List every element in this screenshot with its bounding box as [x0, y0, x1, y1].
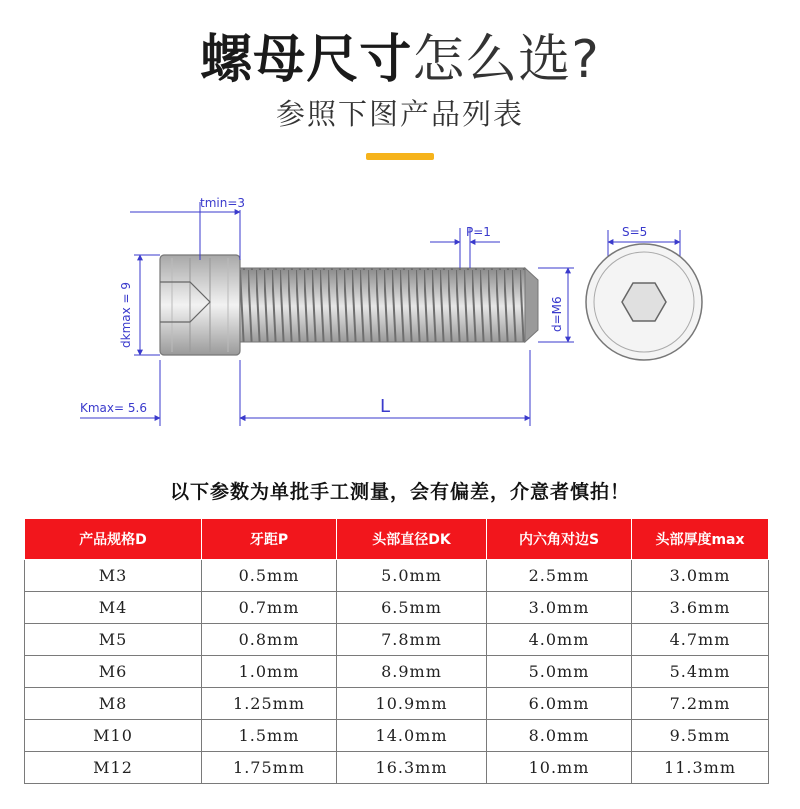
screw-end-view: [586, 244, 702, 360]
cell-pitch: 1.0mm: [202, 656, 337, 688]
table-row: [25, 720, 769, 752]
table-row: [25, 752, 769, 784]
title-light: 怎么选?: [412, 30, 600, 90]
screw-head: [160, 255, 240, 355]
cell-head-diameter: 10.9mm: [337, 688, 487, 720]
table-header-row: [25, 519, 769, 560]
cell-size: M10: [25, 720, 202, 752]
head-diameter-label: dkmax = 9: [119, 281, 133, 348]
cell-pitch: 1.75mm: [202, 752, 337, 784]
cell-size: M8: [25, 688, 202, 720]
cell-head-diameter: 5.0mm: [337, 560, 487, 592]
header-head-diameter: 头部直径DK: [337, 519, 487, 560]
cell-head-thickness: 7.2mm: [632, 688, 769, 720]
cell-head-diameter: 14.0mm: [337, 720, 487, 752]
hex-size-label: S=5: [622, 225, 648, 239]
cell-head-thickness: 9.5mm: [632, 720, 769, 752]
cell-pitch: 0.5mm: [202, 560, 337, 592]
cell-head-thickness: 3.6mm: [632, 592, 769, 624]
table-row: [25, 592, 769, 624]
table-row: [25, 688, 769, 720]
page-title: [0, 28, 800, 92]
measurement-note: 以下参数为单批手工测量，会有偏差，介意者慎拍！: [169, 481, 630, 503]
cell-hex-size: 4.0mm: [487, 624, 632, 656]
cell-hex-size: 6.0mm: [487, 688, 632, 720]
cell-size: M3: [25, 560, 202, 592]
cell-hex-size: 10.mm: [487, 752, 632, 784]
header-pitch: 牙距P: [202, 519, 337, 560]
cell-pitch: 0.7mm: [202, 592, 337, 624]
cell-hex-size: 8.0mm: [487, 720, 632, 752]
screw-diagram: [0, 190, 800, 430]
header-size: 产品规格D: [25, 519, 202, 560]
cell-size: M6: [25, 656, 202, 688]
cell-size: M5: [25, 624, 202, 656]
cell-hex-size: 2.5mm: [487, 560, 632, 592]
cell-head-thickness: 3.0mm: [632, 560, 769, 592]
cell-hex-size: 5.0mm: [487, 656, 632, 688]
cell-head-diameter: 16.3mm: [337, 752, 487, 784]
cell-head-diameter: 6.5mm: [337, 592, 487, 624]
header-head-thickness: 头部厚度max: [632, 519, 769, 560]
cell-size: M12: [25, 752, 202, 784]
cell-head-diameter: 7.8mm: [337, 624, 487, 656]
table-row: [25, 656, 769, 688]
cell-head-diameter: 8.9mm: [337, 656, 487, 688]
table-row: [25, 560, 769, 592]
cell-size: M4: [25, 592, 202, 624]
cell-head-thickness: 11.3mm: [632, 752, 769, 784]
pitch-label: P=1: [466, 225, 491, 239]
spec-table: [24, 518, 769, 784]
cell-pitch: 1.25mm: [202, 688, 337, 720]
length-label: L: [380, 396, 391, 417]
head-height-label: Kmax= 5.6: [80, 401, 147, 415]
cell-head-thickness: 5.4mm: [632, 656, 769, 688]
title-bold: 螺母尺寸: [200, 30, 413, 90]
accent-divider: [366, 153, 434, 160]
header-hex-size: 内六角对边S: [487, 519, 632, 560]
thread-diameter-label: d=M6: [550, 296, 564, 332]
cell-hex-size: 3.0mm: [487, 592, 632, 624]
cell-head-thickness: 4.7mm: [632, 624, 769, 656]
tmin-label: tmin=3: [200, 196, 246, 210]
cell-pitch: 0.8mm: [202, 624, 337, 656]
cell-pitch: 1.5mm: [202, 720, 337, 752]
screw-shank: [240, 268, 538, 342]
page-subtitle: 参照下图产品列表: [275, 97, 524, 131]
table-row: [25, 624, 769, 656]
